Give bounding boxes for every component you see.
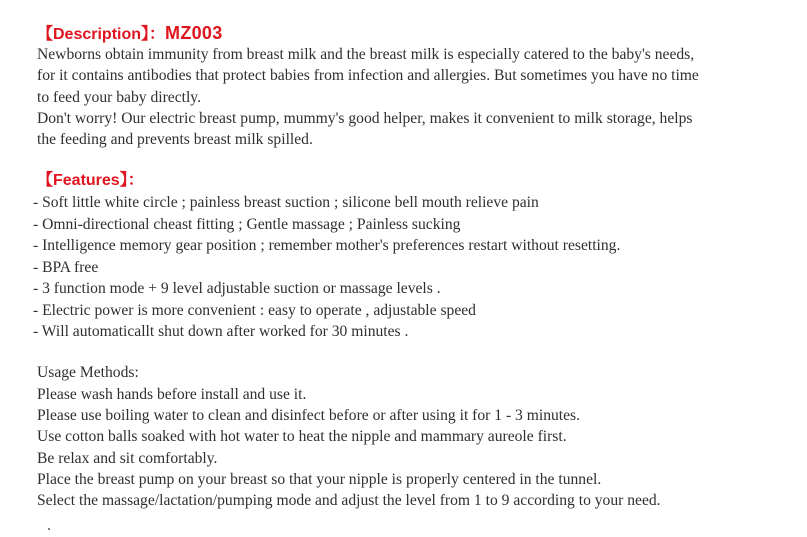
features-heading <box>37 170 797 192</box>
features-list <box>33 192 797 342</box>
section-spacer <box>37 342 797 362</box>
usage-steps-list <box>37 384 797 512</box>
model-code: MZ003 <box>165 23 223 43</box>
product-description-document <box>33 22 797 511</box>
description-heading-label: 【Description】： <box>37 26 166 43</box>
feature-item: - Soft little white circle ; painless breast suction ; silicone bell mouth relieve pain <box>33 194 539 212</box>
trailing-dot <box>48 528 50 530</box>
description-intro-line: Newborns obtain immunity from breast milk and the breast milk is especially catered to the baby's needs, <box>37 46 695 63</box>
feature-item: - 3 function mode + 9 level adjustable suction or massage levels . <box>33 280 441 298</box>
feature-item: - Omni-directional cheast fitting ; Gentle massage ; Painless sucking <box>33 215 461 233</box>
usage-step: Be relax and sit comfortably. <box>37 449 218 467</box>
section-spacer <box>37 150 797 170</box>
feature-item: - Intelligence memory gear position ; remember mother's preferences restart without resetting. <box>33 237 621 255</box>
features-heading-label: 【Features】： <box>37 172 144 190</box>
usage-methods-title: Usage Methods: <box>37 364 139 382</box>
feature-item: - BPA free <box>33 258 99 276</box>
description-second-line: the feeding and prevents breast milk spilled. <box>37 131 313 149</box>
feature-item: - Electric power is more convenient : easy to operate , adjustable speed <box>33 301 476 319</box>
description-heading <box>37 22 797 44</box>
usage-step: Please use boiling water to clean and disinfect before or after using it for 1 - 3 minutes. <box>37 406 581 424</box>
description-second-line: Don't worry! Our electric breast pump, mummy's good helper, makes it convenient to milk storage, helps <box>37 109 693 127</box>
feature-item: - Will automaticallt shut down after worked for 30 minutes . <box>33 322 409 340</box>
usage-step: Place the breast pump on your breast so that your nipple is properly centered in the tunnel. <box>37 470 602 488</box>
description-second-paragraph <box>37 108 797 151</box>
usage-step: Please wash hands before install and use it. <box>37 385 307 403</box>
description-intro-line: to feed your baby directly. <box>37 88 201 106</box>
description-intro-paragraph <box>37 44 797 108</box>
description-intro-line: for it contains antibodies that protect babies from infection and allergies. But sometimes you have no time <box>37 67 699 85</box>
usage-step: Use cotton balls soaked with hot water to heat the nipple and mammary aureole first. <box>37 428 567 446</box>
usage-step: Select the massage/lactation/pumping mode and adjust the level from 1 to 9 according to your need. <box>37 492 661 510</box>
